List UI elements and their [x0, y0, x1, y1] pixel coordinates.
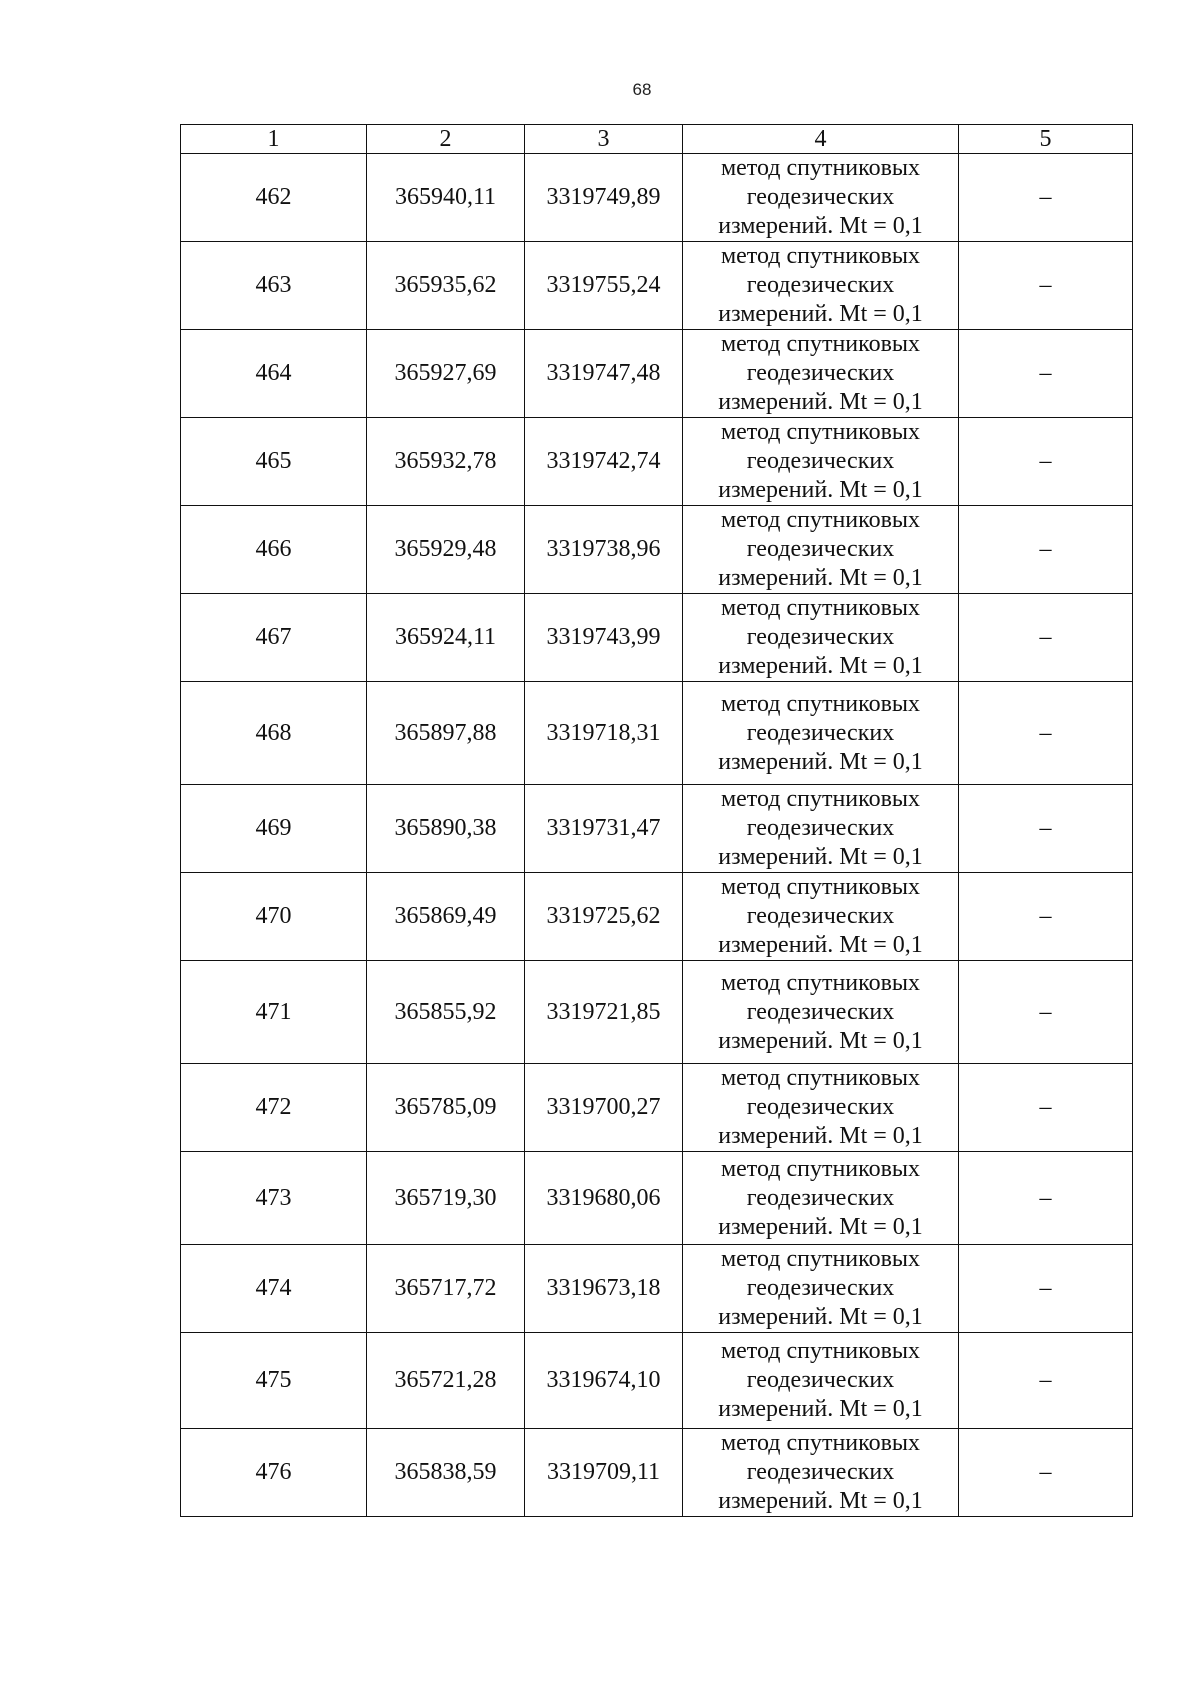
note-cell: – — [959, 154, 1133, 242]
table-row — [181, 594, 1133, 682]
method-line: геодезических — [746, 1184, 895, 1211]
point-number-cell: 473 — [181, 1152, 367, 1245]
method-cell — [683, 873, 959, 961]
note-cell: – — [959, 1333, 1133, 1429]
method-cell — [683, 330, 959, 418]
x-coordinate-cell: 365838,59 — [367, 1429, 525, 1517]
y-coordinate-cell: 3319700,27 — [525, 1064, 683, 1152]
point-number-cell: 464 — [181, 330, 367, 418]
method-line: метод спутниковых — [720, 1338, 921, 1364]
method-line: измерений. Mt = 0,1 — [718, 653, 923, 679]
header-col-3: 3 — [525, 125, 683, 154]
y-coordinate-cell: 3319731,47 — [525, 785, 683, 873]
method-line: измерений. Mt = 0,1 — [718, 1213, 923, 1240]
method-line: геодезических — [746, 1275, 895, 1301]
y-coordinate-cell: 3319747,48 — [525, 330, 683, 418]
method-cell — [683, 682, 959, 785]
x-coordinate-cell: 365719,30 — [367, 1152, 525, 1245]
x-coordinate-cell: 365932,78 — [367, 418, 525, 506]
method-line: метод спутниковых — [720, 595, 921, 621]
table-row — [181, 418, 1133, 506]
method-cell — [683, 1152, 959, 1245]
header-col-2: 2 — [367, 125, 525, 154]
x-coordinate-cell: 365717,72 — [367, 1245, 525, 1333]
table-row — [181, 1064, 1133, 1152]
point-number-cell: 466 — [181, 506, 367, 594]
method-line: геодезических — [746, 719, 895, 746]
method-line: измерений. Mt = 0,1 — [718, 748, 923, 775]
table-row — [181, 873, 1133, 961]
x-coordinate-cell: 365855,92 — [367, 961, 525, 1064]
note-cell: – — [959, 682, 1133, 785]
method-line: измерений. Mt = 0,1 — [718, 565, 923, 591]
y-coordinate-cell: 3319673,18 — [525, 1245, 683, 1333]
table-header — [181, 125, 1133, 154]
method-line: метод спутниковых — [720, 1065, 921, 1091]
x-coordinate-cell: 365785,09 — [367, 1064, 525, 1152]
method-cell — [683, 594, 959, 682]
method-line: измерений. Mt = 0,1 — [718, 1488, 923, 1514]
method-cell — [683, 1245, 959, 1333]
method-line: геодезических — [746, 1367, 895, 1393]
table-row — [181, 1333, 1133, 1429]
coordinates-table — [180, 124, 1133, 1517]
table-row — [181, 330, 1133, 418]
table-row — [181, 682, 1133, 785]
method-cell — [683, 1333, 959, 1429]
method-line: геодезических — [746, 448, 895, 474]
method-line: метод спутниковых — [720, 243, 921, 269]
method-line: метод спутниковых — [720, 1430, 921, 1456]
note-cell: – — [959, 330, 1133, 418]
method-line: метод спутниковых — [720, 969, 921, 996]
method-cell — [683, 785, 959, 873]
method-line: геодезических — [746, 272, 895, 298]
point-number-cell: 469 — [181, 785, 367, 873]
table-row — [181, 242, 1133, 330]
point-number-cell: 467 — [181, 594, 367, 682]
method-line: метод спутниковых — [720, 1155, 921, 1182]
point-number-cell: 474 — [181, 1245, 367, 1333]
method-line: метод спутниковых — [720, 874, 921, 900]
y-coordinate-cell: 3319743,99 — [525, 594, 683, 682]
point-number-cell: 471 — [181, 961, 367, 1064]
x-coordinate-cell: 365927,69 — [367, 330, 525, 418]
table-row — [181, 154, 1133, 242]
method-line: измерений. Mt = 0,1 — [718, 1396, 923, 1422]
method-cell — [683, 242, 959, 330]
method-line: измерений. Mt = 0,1 — [718, 844, 923, 870]
point-number-cell: 463 — [181, 242, 367, 330]
x-coordinate-cell: 365940,11 — [367, 154, 525, 242]
x-coordinate-cell: 365721,28 — [367, 1333, 525, 1429]
method-line: метод спутниковых — [720, 419, 921, 445]
method-cell — [683, 1064, 959, 1152]
method-line: измерений. Mt = 0,1 — [718, 477, 923, 503]
note-cell: – — [959, 1064, 1133, 1152]
method-line: геодезических — [746, 360, 895, 386]
y-coordinate-cell: 3319680,06 — [525, 1152, 683, 1245]
method-cell — [683, 1429, 959, 1517]
method-line: измерений. Mt = 0,1 — [718, 213, 923, 239]
method-cell — [683, 961, 959, 1064]
method-cell — [683, 154, 959, 242]
y-coordinate-cell: 3319721,85 — [525, 961, 683, 1064]
note-cell: – — [959, 506, 1133, 594]
page-number: 68 — [632, 80, 652, 99]
method-line: измерений. Mt = 0,1 — [718, 1304, 923, 1330]
note-cell: – — [959, 418, 1133, 506]
point-number-cell: 472 — [181, 1064, 367, 1152]
method-line: метод спутниковых — [720, 1246, 921, 1272]
method-line: геодезических — [746, 998, 895, 1025]
method-line: метод спутниковых — [720, 507, 921, 533]
note-cell: – — [959, 873, 1133, 961]
x-coordinate-cell: 365924,11 — [367, 594, 525, 682]
x-coordinate-cell: 365890,38 — [367, 785, 525, 873]
note-cell: – — [959, 961, 1133, 1064]
method-line: измерений. Mt = 0,1 — [718, 389, 923, 415]
table-row — [181, 506, 1133, 594]
y-coordinate-cell: 3319725,62 — [525, 873, 683, 961]
method-line: геодезических — [746, 1094, 895, 1120]
note-cell: – — [959, 594, 1133, 682]
method-line: геодезических — [746, 536, 895, 562]
method-line: метод спутниковых — [720, 331, 921, 357]
table-body — [181, 154, 1133, 1517]
method-cell — [683, 418, 959, 506]
table-row — [181, 961, 1133, 1064]
y-coordinate-cell: 3319742,74 — [525, 418, 683, 506]
method-line: метод спутниковых — [720, 155, 921, 181]
table-row — [181, 1245, 1133, 1333]
point-number-cell: 468 — [181, 682, 367, 785]
method-line: геодезических — [746, 1459, 895, 1485]
point-number-cell: 465 — [181, 418, 367, 506]
y-coordinate-cell: 3319674,10 — [525, 1333, 683, 1429]
method-line: геодезических — [746, 624, 895, 650]
note-cell: – — [959, 1152, 1133, 1245]
method-line: геодезических — [746, 184, 895, 210]
x-coordinate-cell: 365897,88 — [367, 682, 525, 785]
y-coordinate-cell: 3319749,89 — [525, 154, 683, 242]
y-coordinate-cell: 3319738,96 — [525, 506, 683, 594]
table-row — [181, 1152, 1133, 1245]
method-line: измерений. Mt = 0,1 — [718, 932, 923, 958]
x-coordinate-cell: 365935,62 — [367, 242, 525, 330]
header-row — [181, 125, 1133, 154]
y-coordinate-cell: 3319755,24 — [525, 242, 683, 330]
note-cell: – — [959, 242, 1133, 330]
method-line: измерений. Mt = 0,1 — [718, 301, 923, 327]
method-line: метод спутниковых — [720, 690, 921, 717]
x-coordinate-cell: 365929,48 — [367, 506, 525, 594]
point-number-cell: 470 — [181, 873, 367, 961]
note-cell: – — [959, 1429, 1133, 1517]
table-row — [181, 785, 1133, 873]
method-line: геодезических — [746, 903, 895, 929]
method-line: геодезических — [746, 815, 895, 841]
header-col-5: 5 — [959, 125, 1133, 154]
method-line: измерений. Mt = 0,1 — [718, 1123, 923, 1149]
x-coordinate-cell: 365869,49 — [367, 873, 525, 961]
method-line: метод спутниковых — [720, 786, 921, 812]
y-coordinate-cell: 3319709,11 — [525, 1429, 683, 1517]
note-cell: – — [959, 1245, 1133, 1333]
y-coordinate-cell: 3319718,31 — [525, 682, 683, 785]
table-row — [181, 1429, 1133, 1517]
method-cell — [683, 506, 959, 594]
note-cell: – — [959, 785, 1133, 873]
header-col-4: 4 — [683, 125, 959, 154]
point-number-cell: 476 — [181, 1429, 367, 1517]
method-line: измерений. Mt = 0,1 — [718, 1027, 923, 1054]
header-col-1: 1 — [181, 125, 367, 154]
point-number-cell: 475 — [181, 1333, 367, 1429]
point-number-cell: 462 — [181, 154, 367, 242]
